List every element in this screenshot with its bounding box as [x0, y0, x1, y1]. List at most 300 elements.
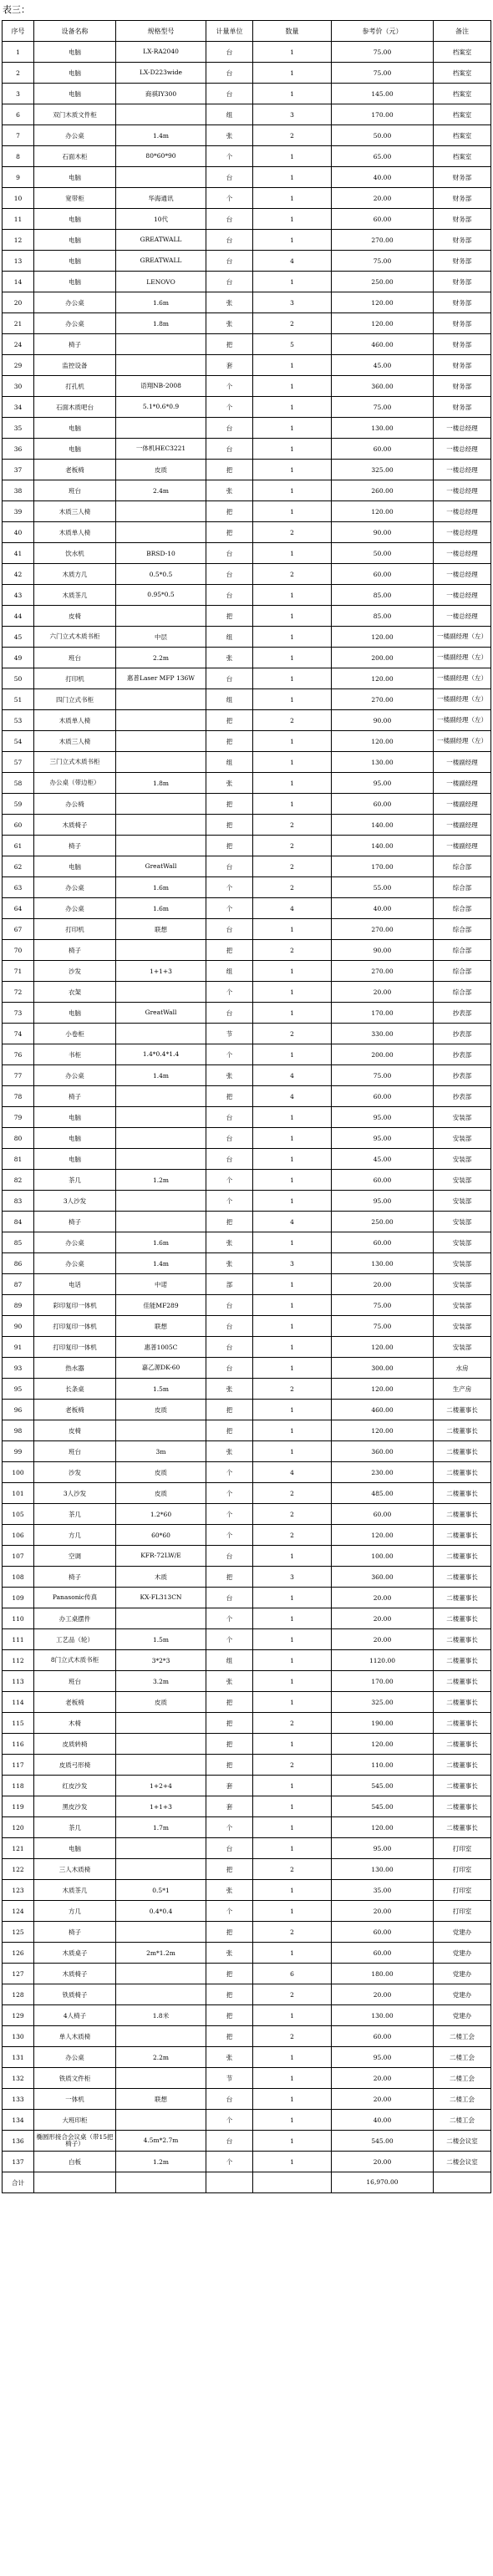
cell-unit: 个: [206, 1504, 253, 1525]
cell-index: 80: [3, 1128, 34, 1149]
cell-price: 60.00: [332, 794, 434, 815]
cell-index: 133: [3, 2089, 34, 2110]
cell-note: 财务部: [434, 167, 491, 188]
cell-quantity: 1: [253, 2005, 332, 2026]
cell-model: 皮质: [116, 1400, 206, 1420]
cell-unit: 把: [206, 2005, 253, 2026]
cell-quantity: 1: [253, 2089, 332, 2110]
cell-index: 2: [3, 63, 34, 84]
cell-index: 136: [3, 2131, 34, 2152]
cell-name: 木质椅子: [34, 1964, 116, 1984]
table-row: [3, 1044, 491, 1065]
cell-name: 打印复印一体机: [34, 1337, 116, 1358]
cell-quantity: 1: [253, 2152, 332, 2172]
cell-model: 2.2m: [116, 2047, 206, 2068]
cell-index: 51: [3, 689, 34, 710]
cell-index: 8: [3, 146, 34, 167]
cell-model: 1.4m: [116, 1253, 206, 1274]
cell-note: 安装部: [434, 1107, 491, 1128]
cell-quantity: 2: [253, 856, 332, 877]
cell-name: 电脑: [34, 418, 116, 439]
cell-name: 电脑: [34, 167, 116, 188]
cell-index: 91: [3, 1337, 34, 1358]
cell-name: 木质茶几: [34, 585, 116, 606]
table-row: [3, 1107, 491, 1128]
cell-quantity: 1: [253, 1128, 332, 1149]
cell-model: GreatWall: [116, 856, 206, 877]
cell-index: 61: [3, 836, 34, 856]
cell-note: 一楼副经理（左）: [434, 668, 491, 689]
table-row: [3, 668, 491, 689]
cell-index: 101: [3, 1483, 34, 1504]
cell-price: 120.00: [332, 1734, 434, 1755]
cell-note: 二楼董事长: [434, 1462, 491, 1483]
cell-quantity: 1: [253, 794, 332, 815]
cell-note: 安装部: [434, 1316, 491, 1337]
cell-index: 76: [3, 1044, 34, 1065]
table-row: [3, 2005, 491, 2026]
cell-model: 木质: [116, 1567, 206, 1588]
cell-name: 电脑: [34, 1128, 116, 1149]
cell-price: 60.00: [332, 2026, 434, 2047]
cell-index: 40: [3, 522, 34, 543]
cell-model: 华海通讯: [116, 188, 206, 209]
cell-unit: 把: [206, 1922, 253, 1943]
cell-note: 水房: [434, 1358, 491, 1379]
cell-unit: 台: [206, 272, 253, 292]
cell-unit: 把: [206, 522, 253, 543]
table-row: [3, 543, 491, 564]
cell-price: 55.00: [332, 877, 434, 898]
cell-name: 班台: [34, 480, 116, 501]
cell-note: 抄表部: [434, 1024, 491, 1044]
table-row: [3, 1817, 491, 1838]
cell-model: 1.2m: [116, 2152, 206, 2172]
table-row: [3, 1713, 491, 1734]
cell-index: 43: [3, 585, 34, 606]
cell-note: 安装部: [434, 1337, 491, 1358]
cell-index: 90: [3, 1316, 34, 1337]
cell-quantity: 1: [253, 376, 332, 397]
cell-name: 茶几: [34, 1504, 116, 1525]
cell-model: [116, 1859, 206, 1880]
cell-index: 107: [3, 1546, 34, 1567]
cell-quantity: 4: [253, 1212, 332, 1232]
cell-model: [116, 1734, 206, 1755]
cell-price: 20.00: [332, 982, 434, 1003]
cell-name: 椅子: [34, 1567, 116, 1588]
cell-quantity: 1: [253, 397, 332, 418]
cell-note: 一楼副经理: [434, 773, 491, 794]
cell-index: 124: [3, 1901, 34, 1922]
cell-note: 一楼总经理: [434, 480, 491, 501]
cell-price: 60.00: [332, 439, 434, 460]
cell-index: 132: [3, 2068, 34, 2089]
cell-price: 120.00: [332, 501, 434, 522]
cell-price: 190.00: [332, 1713, 434, 1734]
cell-name: 办公桌: [34, 1232, 116, 1253]
cell-note: 二楼董事长: [434, 1546, 491, 1567]
cell-note: 安装部: [434, 1191, 491, 1212]
cell-note: 安装部: [434, 1212, 491, 1232]
cell-note: 抄表部: [434, 1044, 491, 1065]
cell-price: 120.00: [332, 731, 434, 752]
cell-model: [116, 1838, 206, 1859]
cell-price: 250.00: [332, 1212, 434, 1232]
cell-price: 45.00: [332, 1149, 434, 1170]
col-header-note: 备注: [434, 21, 491, 42]
cell-model: 1.8m: [116, 773, 206, 794]
cell-unit: 把: [206, 731, 253, 752]
cell-unit: 把: [206, 606, 253, 627]
cell-quantity: 1: [253, 1191, 332, 1212]
cell-quantity: 1: [253, 355, 332, 376]
cell-unit: 个: [206, 1608, 253, 1629]
cell-note: 党建办: [434, 1964, 491, 1984]
cell-quantity: 1: [253, 272, 332, 292]
cell-model: 1.6m: [116, 1232, 206, 1253]
table-row: [3, 1316, 491, 1337]
cell-index: 82: [3, 1170, 34, 1191]
cell-price: 1120.00: [332, 1650, 434, 1671]
cell-name: 沙发: [34, 961, 116, 982]
cell-index: 39: [3, 501, 34, 522]
cell-name: 椅子: [34, 1212, 116, 1232]
cell-model: [116, 1922, 206, 1943]
cell-name: 铁质椅子: [34, 1984, 116, 2005]
cell-note: 抄表部: [434, 1086, 491, 1107]
cell-unit: 台: [206, 543, 253, 564]
cell-index: 45: [3, 627, 34, 648]
cell-model: 皮质: [116, 1483, 206, 1504]
table-row: [3, 1379, 491, 1400]
cell-model: 1.8m: [116, 313, 206, 334]
cell-index: 126: [3, 1943, 34, 1964]
cell-unit: 套: [206, 355, 253, 376]
cell-price: 170.00: [332, 104, 434, 125]
cell-unit: 个: [206, 1901, 253, 1922]
cell-quantity: 1: [253, 1880, 332, 1901]
cell-quantity: 1: [253, 543, 332, 564]
table-row: [3, 752, 491, 773]
table-row: [3, 1859, 491, 1880]
cell-unit: 张: [206, 1253, 253, 1274]
cell-model: [116, 940, 206, 961]
cell-quantity: 1: [253, 63, 332, 84]
cell-model: [116, 836, 206, 856]
cell-unit: 台: [206, 418, 253, 439]
cell-unit: 把: [206, 460, 253, 480]
cell-unit: 张: [206, 480, 253, 501]
cell-quantity: 3: [253, 1253, 332, 1274]
table-row: [3, 1964, 491, 1984]
cell-price: 360.00: [332, 1567, 434, 1588]
cell-index: 117: [3, 1755, 34, 1776]
cell-note: 二楼董事长: [434, 1817, 491, 1838]
cell-note: 打印室: [434, 1838, 491, 1859]
table-row: [3, 272, 491, 292]
cell-quantity: 1: [253, 1420, 332, 1441]
cell-price: 360.00: [332, 1441, 434, 1462]
cell-name: 木质方几: [34, 564, 116, 585]
cell-index: 79: [3, 1107, 34, 1128]
cell-quantity: 2: [253, 1024, 332, 1044]
cell-quantity: 1: [253, 209, 332, 230]
cell-index: 86: [3, 1253, 34, 1274]
cell-price: 90.00: [332, 940, 434, 961]
cell-price: 75.00: [332, 251, 434, 272]
cell-name: 电脑: [34, 1107, 116, 1128]
cell-name: 皮椅: [34, 606, 116, 627]
cell-model: LX-RA2040: [116, 42, 206, 63]
cell-quantity: 2: [253, 1504, 332, 1525]
cell-index: 121: [3, 1838, 34, 1859]
cell-index: 89: [3, 1295, 34, 1316]
cell-model: 60*60: [116, 1525, 206, 1546]
cell-quantity: 1: [253, 731, 332, 752]
cell-name: 电脑: [34, 856, 116, 877]
cell-index: 72: [3, 982, 34, 1003]
cell-model: [116, 501, 206, 522]
cell-price: 75.00: [332, 1295, 434, 1316]
cell-name: 8门立式木质书柜: [34, 1650, 116, 1671]
cell-price: 60.00: [332, 1504, 434, 1525]
cell-model: 1.4m: [116, 1065, 206, 1086]
cell-index: 70: [3, 940, 34, 961]
cell-name: 木质椅子: [34, 815, 116, 836]
cell-price: 325.00: [332, 460, 434, 480]
cell-name: 石面木柜: [34, 146, 116, 167]
cell-name: 木椅: [34, 1713, 116, 1734]
cell-model: [116, 1086, 206, 1107]
cell-quantity: 1: [253, 501, 332, 522]
cell-price: 90.00: [332, 522, 434, 543]
cell-quantity: 1: [253, 961, 332, 982]
cell-index: 37: [3, 460, 34, 480]
cell-quantity: 1: [253, 627, 332, 648]
cell-model: 4.5m*2.7m: [116, 2131, 206, 2152]
cell-model: [116, 2110, 206, 2131]
cell-unit: 台: [206, 1838, 253, 1859]
cell-note: 一楼副经理（左）: [434, 627, 491, 648]
cell-name: 办公桌（带边柜）: [34, 773, 116, 794]
table-row: [3, 731, 491, 752]
cell-name: 四门立式书柜: [34, 689, 116, 710]
cell-quantity: 2: [253, 1379, 332, 1400]
cell-quantity: 1: [253, 1650, 332, 1671]
cell-unit: 个: [206, 1483, 253, 1504]
cell-model: [116, 1212, 206, 1232]
cell-note: 一楼副经理: [434, 752, 491, 773]
cell-quantity: 1: [253, 1776, 332, 1796]
cell-note: 二楼董事长: [434, 1441, 491, 1462]
cell-name: 铁质文件柜: [34, 2068, 116, 2089]
cell-name: 工艺品（轮）: [34, 1629, 116, 1650]
cell-name: 电脑: [34, 63, 116, 84]
cell-unit: 个: [206, 898, 253, 919]
cell-quantity: 1: [253, 460, 332, 480]
cell-unit: 把: [206, 1086, 253, 1107]
cell-note: 财务部: [434, 251, 491, 272]
cell-quantity: 1: [253, 1400, 332, 1420]
cell-unit: 张: [206, 648, 253, 668]
cell-unit: 张: [206, 2047, 253, 2068]
cell-index: 113: [3, 1671, 34, 1692]
cell-quantity: 1: [253, 146, 332, 167]
cell-model: 惠普1005C: [116, 1337, 206, 1358]
col-header-price: 参考价（元）: [332, 21, 434, 42]
cell-model: 中层: [116, 627, 206, 648]
cell-note: 综合部: [434, 961, 491, 982]
table-row: [3, 522, 491, 543]
cell-price: 230.00: [332, 1462, 434, 1483]
cell-quantity: 2: [253, 125, 332, 146]
cell-name: 红皮沙发: [34, 1776, 116, 1796]
cell-quantity: 3: [253, 292, 332, 313]
cell-name: 办公桌: [34, 877, 116, 898]
cell-unit: 组: [206, 689, 253, 710]
cell-price: 140.00: [332, 815, 434, 836]
cell-note: 党建办: [434, 2005, 491, 2026]
cell-price: 75.00: [332, 42, 434, 63]
cell-price: 60.00: [332, 564, 434, 585]
cell-quantity: 2: [253, 1713, 332, 1734]
cell-note: 生产房: [434, 1379, 491, 1400]
cell-index: 38: [3, 480, 34, 501]
cell-unit: 个: [206, 1817, 253, 1838]
cell-unit: 把: [206, 1859, 253, 1880]
table-row: [3, 1441, 491, 1462]
col-header-model: 规格型号: [116, 21, 206, 42]
cell-model: KFR-72LW/E: [116, 1546, 206, 1567]
cell-quantity: 1: [253, 1901, 332, 1922]
cell-name: 电脑: [34, 439, 116, 460]
cell-model: 皮质: [116, 1692, 206, 1713]
cell-model: [116, 1149, 206, 1170]
cell-model: LENOVO: [116, 272, 206, 292]
cell-note: 一楼总经理: [434, 564, 491, 585]
cell-name: 办工桌摆件: [34, 1608, 116, 1629]
cell-index: 130: [3, 2026, 34, 2047]
cell-unit: 台: [206, 1107, 253, 1128]
cell-index: 112: [3, 1650, 34, 1671]
cell-unit: 台: [206, 167, 253, 188]
cell-model: 嘉乙源DK-60: [116, 1358, 206, 1379]
cell-price: 170.00: [332, 856, 434, 877]
cell-quantity: 1: [253, 1044, 332, 1065]
cell-index: 41: [3, 543, 34, 564]
table-row: [3, 209, 491, 230]
cell-name: 小卷柜: [34, 1024, 116, 1044]
cell-name: 方几: [34, 1525, 116, 1546]
cell-name: 大班印柜: [34, 2110, 116, 2131]
cell-price: 95.00: [332, 1191, 434, 1212]
cell-name: 3人沙发: [34, 1191, 116, 1212]
cell-index: 53: [3, 710, 34, 731]
cell-name: 方几: [34, 1901, 116, 1922]
cell-unit: 台: [206, 251, 253, 272]
cell-quantity: 3: [253, 1567, 332, 1588]
cell-price: 170.00: [332, 1003, 434, 1024]
cell-note: 档案室: [434, 84, 491, 104]
cell-model: [116, 1191, 206, 1212]
cell-price: 60.00: [332, 1922, 434, 1943]
table-row: [3, 1608, 491, 1629]
cell-unit: 个: [206, 1170, 253, 1191]
cell-model: [116, 355, 206, 376]
cell-note: 财务部: [434, 230, 491, 251]
cell-note: 二楼董事长: [434, 1588, 491, 1608]
cell-note: 二楼董事长: [434, 1629, 491, 1650]
cell-name: 椅子: [34, 334, 116, 355]
cell-quantity: 1: [253, 1671, 332, 1692]
cell-quantity: 2: [253, 836, 332, 856]
cell-unit: 台: [206, 42, 253, 63]
cell-name: 衣架: [34, 982, 116, 1003]
cell-quantity: 1: [253, 84, 332, 104]
table-row: [3, 1650, 491, 1671]
cell-model: [116, 689, 206, 710]
table-row: [3, 1901, 491, 1922]
cell-model: [116, 1024, 206, 1044]
table-row: [3, 439, 491, 460]
table-row: [3, 606, 491, 627]
cell-index: 98: [3, 1420, 34, 1441]
table-row: [3, 1337, 491, 1358]
cell-index: 108: [3, 1567, 34, 1588]
cell-note: 综合部: [434, 919, 491, 940]
cell-index: 115: [3, 1713, 34, 1734]
table-row: [3, 877, 491, 898]
cell-model: 80*60*90: [116, 146, 206, 167]
cell-model: 1+1+3: [116, 961, 206, 982]
cell-model: [116, 794, 206, 815]
cell-index: 105: [3, 1504, 34, 1525]
cell-model: [116, 1420, 206, 1441]
cell-unit: 台: [206, 564, 253, 585]
total-row: [3, 2172, 491, 2193]
cell-model: [116, 606, 206, 627]
table-row: [3, 856, 491, 877]
cell-price: 260.00: [332, 480, 434, 501]
cell-model: [116, 1608, 206, 1629]
cell-note: 二楼工会: [434, 2089, 491, 2110]
cell-unit: 把: [206, 815, 253, 836]
cell-price: 60.00: [332, 1232, 434, 1253]
cell-index: 134: [3, 2110, 34, 2131]
cell-index: 63: [3, 877, 34, 898]
table-row: [3, 104, 491, 125]
cell-unit: 把: [206, 501, 253, 522]
cell-model: 3*2*3: [116, 1650, 206, 1671]
cell-unit: 把: [206, 1713, 253, 1734]
cell-unit: 台: [206, 1128, 253, 1149]
cell-model: 1.4*0.4*1.4: [116, 1044, 206, 1065]
cell-note: 二楼工会: [434, 2026, 491, 2047]
cell-quantity: 1: [253, 689, 332, 710]
table-row: [3, 1400, 491, 1420]
cell-model: KX-FL313CN: [116, 1588, 206, 1608]
cell-model: GreatWall: [116, 1003, 206, 1024]
table-row: [3, 1149, 491, 1170]
cell-unit: 个: [206, 146, 253, 167]
cell-quantity: 1: [253, 1149, 332, 1170]
cell-index: 11: [3, 209, 34, 230]
cell-index: 64: [3, 898, 34, 919]
cell-name: 六门立式木质书柜: [34, 627, 116, 648]
table-row: [3, 167, 491, 188]
cell-index: 21: [3, 313, 34, 334]
